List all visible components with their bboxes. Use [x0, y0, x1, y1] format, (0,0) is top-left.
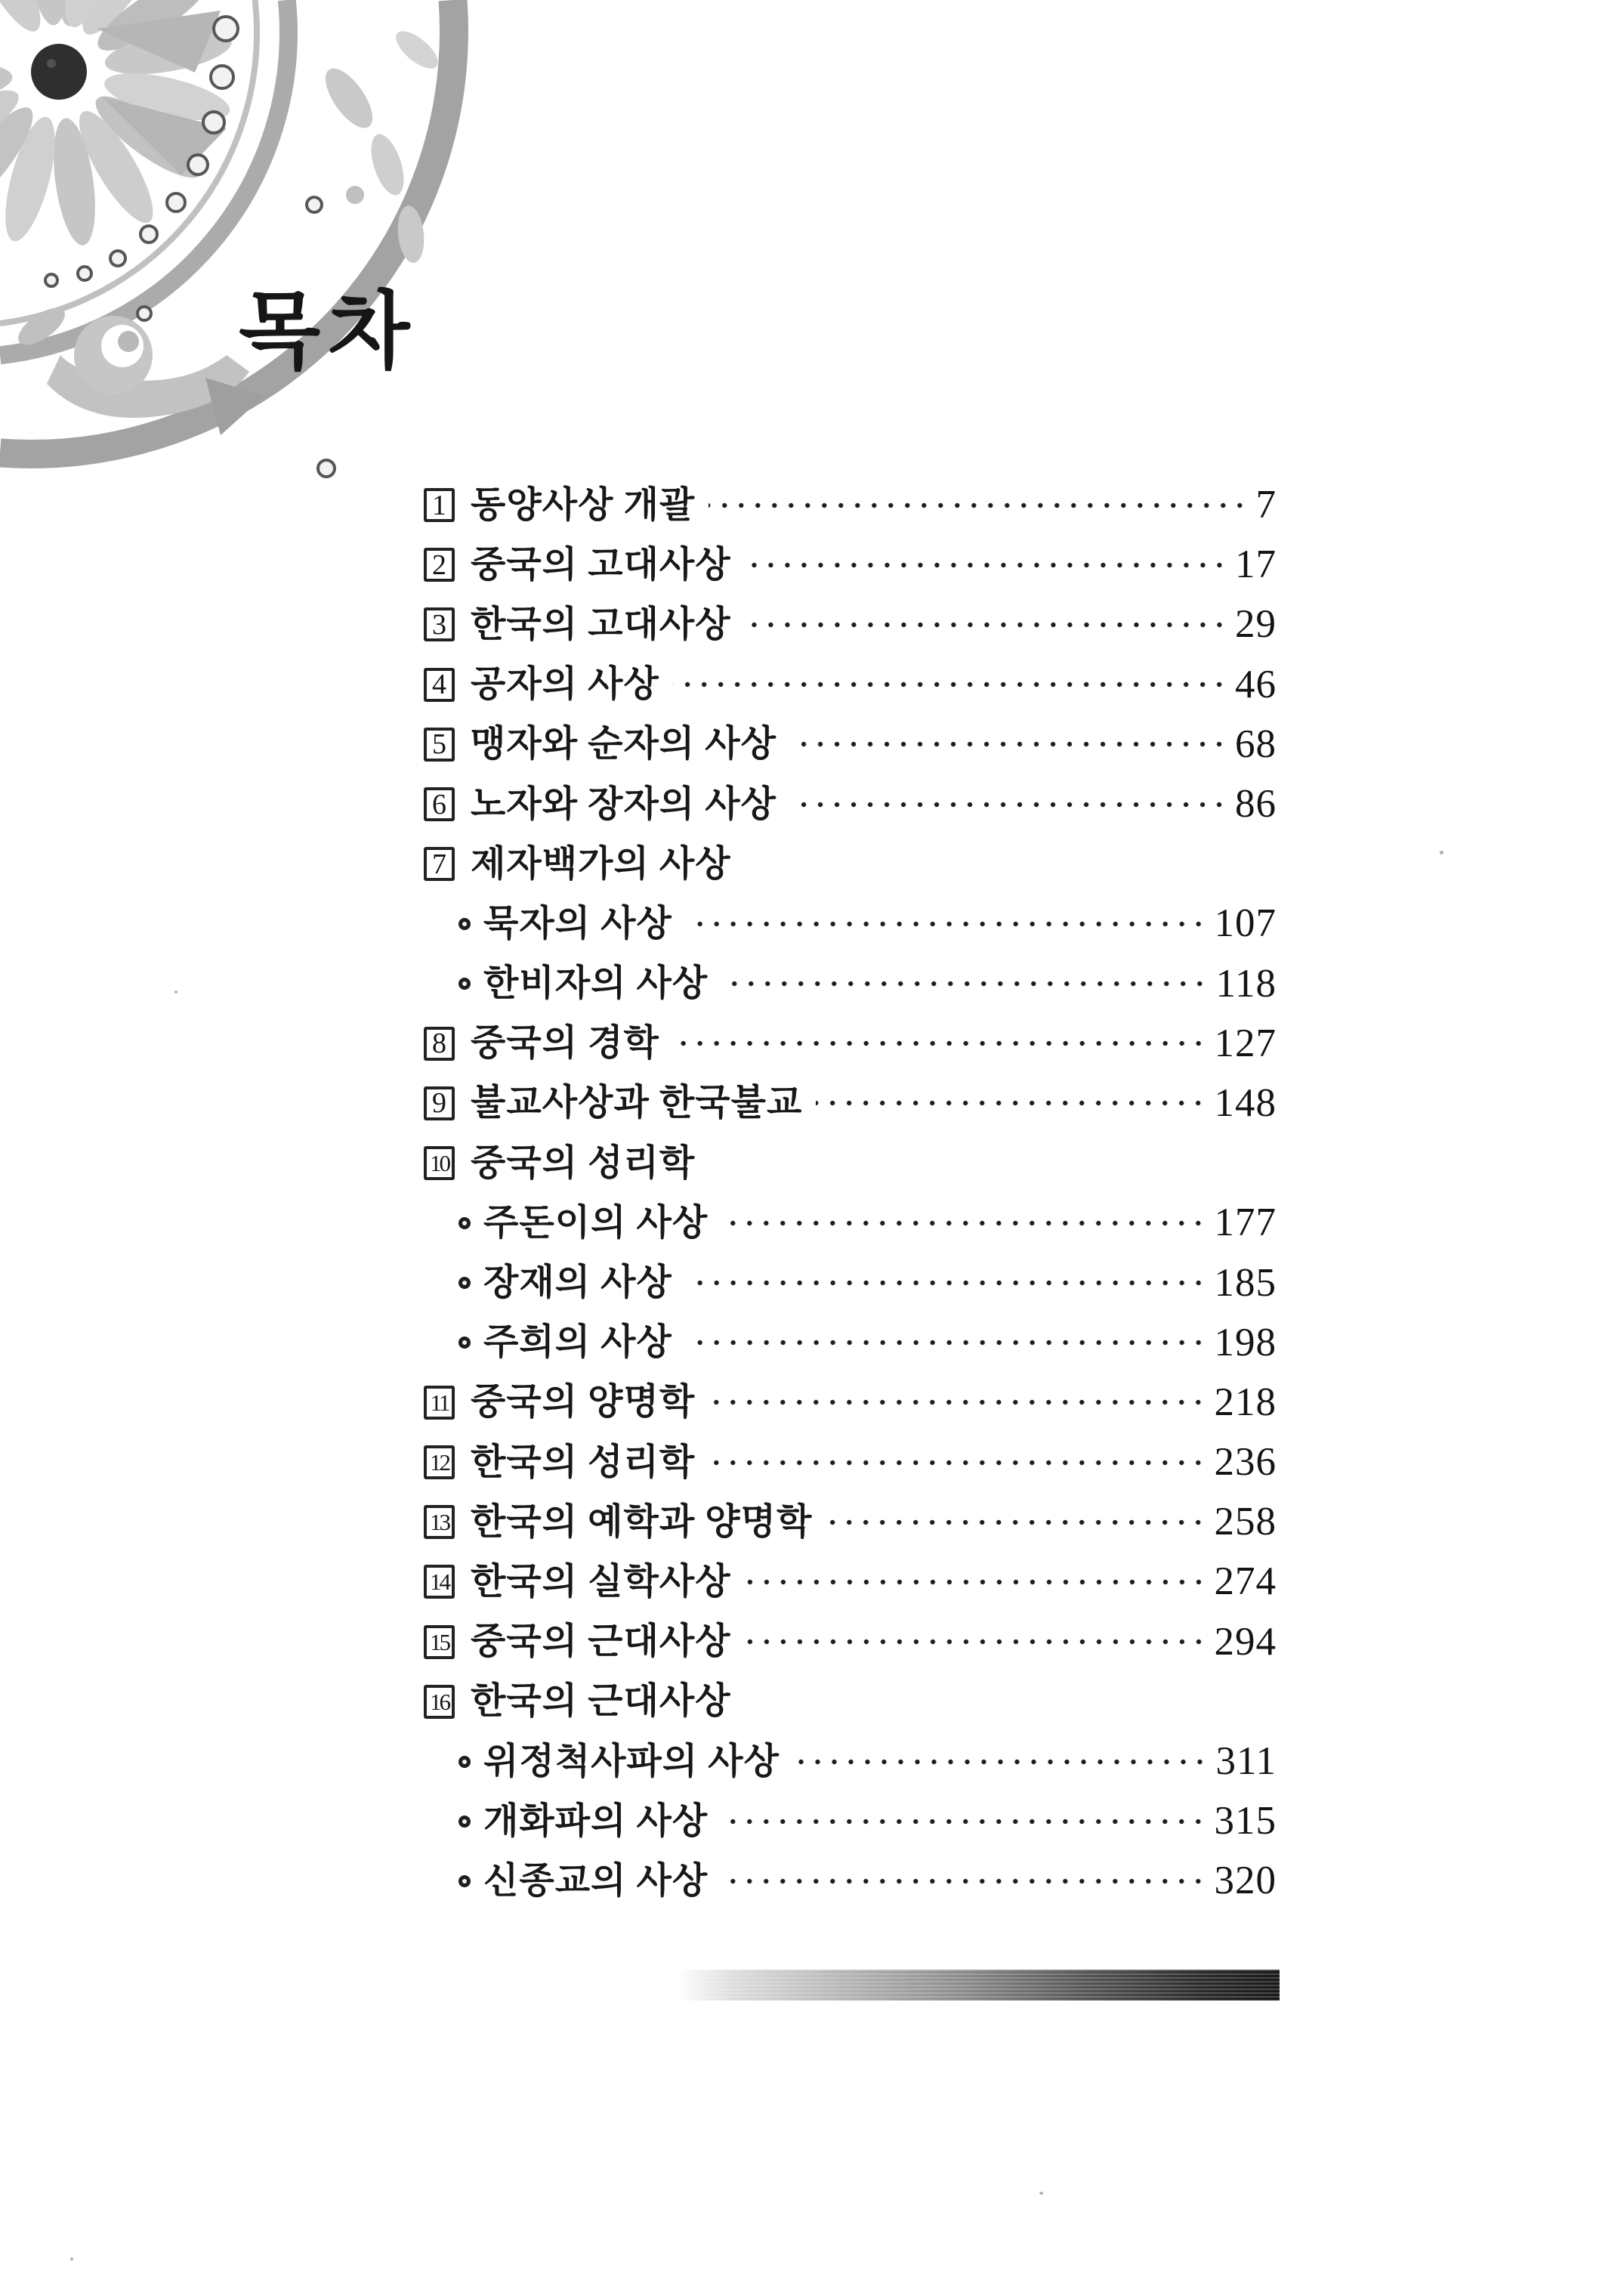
chapter-number-box: 14: [424, 1565, 455, 1599]
toc-entry-label: 중국의 성리학: [471, 1142, 696, 1183]
toc-entry: [424, 1552, 1277, 1612]
footer-gradient-bar: [678, 1970, 1280, 2001]
toc-entry: [424, 1672, 1277, 1732]
toc-entry-page: 127: [1214, 1021, 1277, 1065]
toc-entry-page: 86: [1235, 782, 1277, 827]
chapter-number-box: 7: [424, 847, 455, 881]
toc-entry-label: 맹자와 순자의 사상: [471, 724, 776, 765]
toc-entry: [424, 954, 1277, 1014]
dot-leader-icon: [686, 1339, 1207, 1346]
toc-entry-page: 185: [1214, 1260, 1277, 1305]
dot-leader-icon: [790, 740, 1227, 748]
toc-entry-page: 315: [1214, 1799, 1277, 1843]
dot-leader-icon: [673, 681, 1227, 688]
toc-entry-label: 한국의 근대사상: [471, 1681, 731, 1722]
dot-leader-icon: [673, 1040, 1207, 1047]
toc-entry-page: 177: [1214, 1201, 1277, 1245]
chapter-number-box: 4: [424, 668, 455, 702]
toc-entry-page: 198: [1214, 1320, 1277, 1364]
scan-speck: [1440, 851, 1443, 854]
dot-leader-icon: [816, 1099, 1206, 1107]
chapter-number-box: 5: [424, 728, 455, 762]
chapter-number-box: 1: [424, 488, 455, 522]
dot-leader-icon: [709, 1398, 1206, 1406]
toc-entry-page: 29: [1235, 602, 1277, 647]
dot-leader-icon: [745, 561, 1227, 569]
toc-entry: [424, 1791, 1277, 1851]
bullet-icon: [458, 1217, 471, 1229]
dot-leader-icon: [721, 980, 1208, 987]
chapter-number-box: 16: [424, 1685, 455, 1719]
toc-entry: [424, 1193, 1277, 1253]
chapter-number-box: 2: [424, 548, 455, 582]
toc-entry-label: 중국의 근대사상: [471, 1621, 731, 1662]
toc-entry: [424, 1373, 1277, 1432]
dot-leader-icon: [793, 1758, 1209, 1766]
chapter-number-box: 8: [424, 1027, 455, 1061]
toc-entry-page: 320: [1214, 1859, 1277, 1903]
toc-entry: [424, 834, 1277, 894]
toc-entry-label: 위정척사파의 사상: [483, 1741, 780, 1782]
toc-entry-label: 동양사상 개괄: [471, 484, 696, 525]
toc-entry-page: 258: [1214, 1500, 1277, 1544]
toc-entry: [424, 1074, 1277, 1133]
toc-entry-label: 불교사상과 한국불교: [471, 1083, 803, 1123]
toc-entry-label: 한비자의 사상: [483, 963, 709, 1004]
dot-leader-icon: [709, 502, 1248, 509]
dot-leader-icon: [790, 801, 1227, 808]
paisley-swirl: [12, 301, 264, 435]
toc-entry: [424, 1612, 1277, 1672]
toc-entry: [424, 894, 1277, 953]
toc-entry: [424, 1851, 1277, 1911]
toc-entry: [424, 1253, 1277, 1312]
toc-list: [424, 475, 1277, 1911]
chapter-number-box: 13: [424, 1505, 455, 1539]
chapter-number-box: 11: [424, 1386, 455, 1420]
dot-leader-icon: [721, 1877, 1206, 1885]
dot-leader-icon: [745, 621, 1227, 629]
toc-entry: [424, 655, 1277, 715]
dot-leader-icon: [686, 1279, 1207, 1287]
toc-entry: [424, 1313, 1277, 1373]
toc-entry-label: 한국의 고대사상: [471, 604, 731, 644]
toc-entry-label: 개화파의 사상: [483, 1800, 709, 1841]
toc-entry-label: 주희의 사상: [483, 1322, 672, 1363]
bullet-icon: [458, 978, 471, 990]
toc-entry-label: 신종교의 사상: [483, 1860, 709, 1901]
toc-entry-label: 중국의 경학: [471, 1023, 659, 1064]
dot-leader-icon: [686, 920, 1207, 928]
toc-entry-label: 한국의 예학과 양명학: [471, 1501, 813, 1542]
toc-entry: [424, 1014, 1277, 1074]
toc-entry-page: 274: [1214, 1559, 1277, 1604]
toc-entry-page: 118: [1215, 961, 1277, 1006]
toc-entry-page: 17: [1235, 542, 1277, 587]
bullet-icon: [458, 1337, 471, 1349]
scan-speck: [174, 990, 178, 994]
chapter-number-box: 10: [424, 1146, 455, 1180]
toc-entry-page: 236: [1214, 1440, 1277, 1485]
chapter-number-box: 9: [424, 1086, 455, 1120]
toc-entry-page: 148: [1214, 1080, 1277, 1125]
toc-entry: [424, 1432, 1277, 1492]
toc-entry: [424, 774, 1277, 834]
bullet-icon: [458, 1756, 471, 1768]
toc-entry: [424, 535, 1277, 595]
bullet-icon: [458, 1875, 471, 1887]
toc-entry-page: 46: [1235, 662, 1277, 706]
corner-floral-ornament: [0, 0, 499, 484]
toc-entry-page: 294: [1214, 1619, 1277, 1664]
toc-entry-label: 장재의 사상: [483, 1262, 672, 1303]
toc-entry-label: 한국의 실학사상: [471, 1561, 731, 1602]
bullet-icon: [458, 918, 471, 930]
toc-entry-label: 중국의 양명학: [471, 1382, 696, 1423]
toc-entry-label: 제자백가의 사상: [471, 843, 731, 884]
toc-entry: [424, 1492, 1277, 1552]
flower-center: [31, 44, 87, 100]
scan-speck: [70, 2257, 73, 2261]
toc-entry-label: 노자와 장자의 사상: [471, 783, 776, 824]
dot-leader-icon: [709, 1459, 1206, 1466]
bullet-icon: [458, 1277, 471, 1289]
toc-entry: [424, 1732, 1277, 1791]
toc-entry-page: 7: [1255, 483, 1277, 527]
dot-leader-icon: [721, 1219, 1206, 1227]
chapter-number-box: 12: [424, 1445, 455, 1479]
toc-entry-label: 묵자의 사상: [483, 903, 672, 944]
toc-entry-label: 한국의 성리학: [471, 1442, 696, 1482]
toc-entry-page: 218: [1214, 1380, 1277, 1424]
dot-leader-icon: [745, 1638, 1207, 1646]
dot-leader-icon: [721, 1818, 1206, 1825]
toc-entry-label: 공자의 사상: [471, 664, 659, 705]
chapter-number-box: 3: [424, 607, 455, 641]
toc-entry: [424, 715, 1277, 774]
toc-entry-page: 68: [1235, 722, 1277, 766]
toc-entry: [424, 1133, 1277, 1193]
dot-leader-icon: [745, 1578, 1207, 1586]
chapter-number-box: 6: [424, 787, 455, 821]
dot-leader-icon: [826, 1519, 1206, 1526]
toc-entry: [424, 475, 1277, 535]
page-title: 목차: [239, 286, 418, 379]
toc-entry-page: 107: [1214, 901, 1277, 946]
toc-entry-page: 311: [1215, 1739, 1277, 1784]
chapter-number-box: 15: [424, 1625, 455, 1659]
toc-entry-label: 주돈이의 사상: [483, 1202, 709, 1243]
bullet-icon: [458, 1816, 471, 1828]
toc-entry: [424, 595, 1277, 654]
toc-entry-label: 중국의 고대사상: [471, 544, 731, 585]
scan-speck: [1039, 2192, 1043, 2195]
